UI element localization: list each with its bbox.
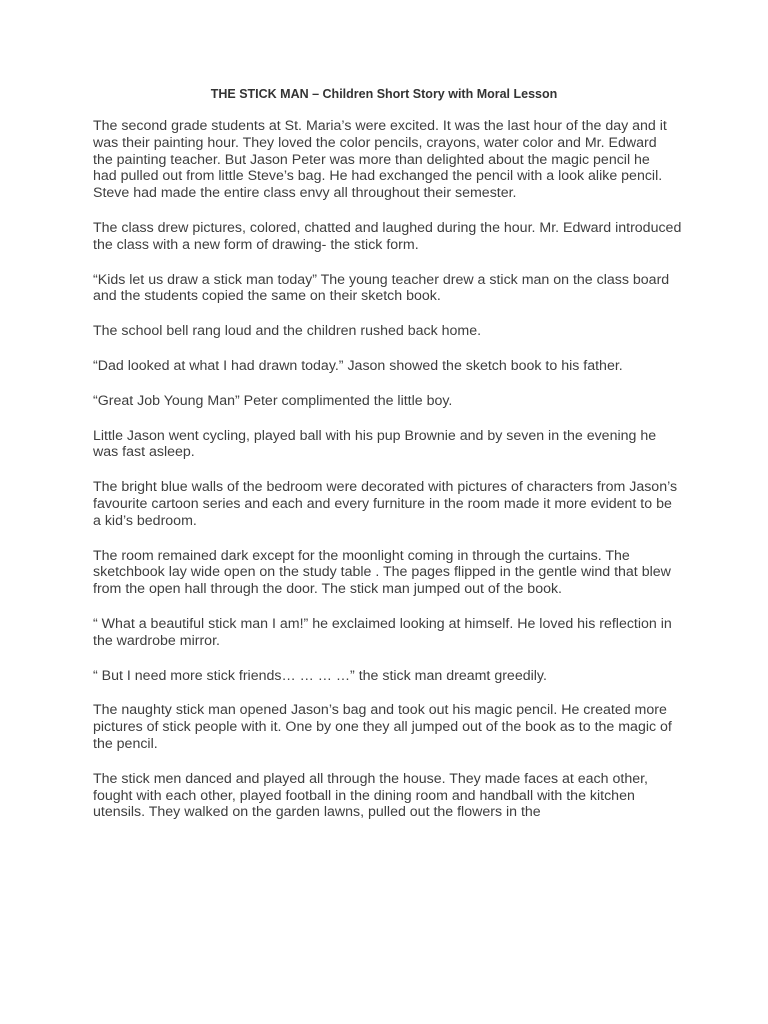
story-title: THE STICK MAN – Children Short Story with Moral Lesson	[210, 87, 558, 101]
paragraph: The room remained dark except for the moonlight coming in through the curtains. The sketchbook lay wide open on the study table . The pages flipped in the gentle wind that blew from the open hall through the door. The stick man jumped out of the book.	[93, 547, 671, 598]
paragraph: The second grade students at St. Maria’s were excited. It was the last hour of the day and it was their painting hour. They loved the color pencils, crayons, water color and Mr. Edward the painting teacher. But Jason Peter was more than delighted about the magic pencil he had pulled out from little Steve’s bag. He had exchanged the pencil with a look alike pencil. Steve had made the entire class envy all throughout their semester.	[93, 118, 667, 202]
paragraph: The bright blue walls of the bedroom were decorated with pictures of characters from Jason’s favourite cartoon series and each and every furniture in the room made it more evident to be a kid’s bedroom.	[93, 479, 678, 529]
paragraph: “ What a beautiful stick man I am!” he exclaimed looking at himself. He loved his reflection in the wardrobe mirror.	[93, 615, 672, 649]
paragraph: “Kids let us draw a stick man today” The young teacher drew a stick man on the class board and the students copied the same on their sketch book.	[93, 271, 670, 305]
paragraph: The school bell rang loud and the children rushed back home.	[93, 323, 482, 340]
paragraph: The naughty stick man opened Jason’s bag and took out his magic pencil. He created more pictures of stick people with it. One by one they all jumped out of the book as to the magic of the pencil.	[93, 702, 672, 752]
paragraph: “Great Job Young Man” Peter complimented the little boy.	[93, 392, 453, 409]
story-body	[93, 118, 683, 839]
paragraph: “Dad looked at what I had drawn today.” Jason showed the sketch book to his father.	[93, 357, 623, 374]
paragraph: The class drew pictures, colored, chatted and laughed during the hour. Mr. Edward introduced the class with a new form of drawing- the stick form.	[93, 219, 682, 253]
paragraph: Little Jason went cycling, played ball with his pup Brownie and by seven in the evening he was fast asleep.	[93, 427, 657, 461]
paragraph: The stick men danced and played all through the house. They made faces at each other, fought with each other, played football in the dining room and handball with the kitchen utensils. They walked on the garden lawns, pulled out the flowers in the	[93, 770, 648, 821]
paragraph: “ But I need more stick friends… … … …” the stick man dreamt greedily.	[93, 667, 547, 684]
